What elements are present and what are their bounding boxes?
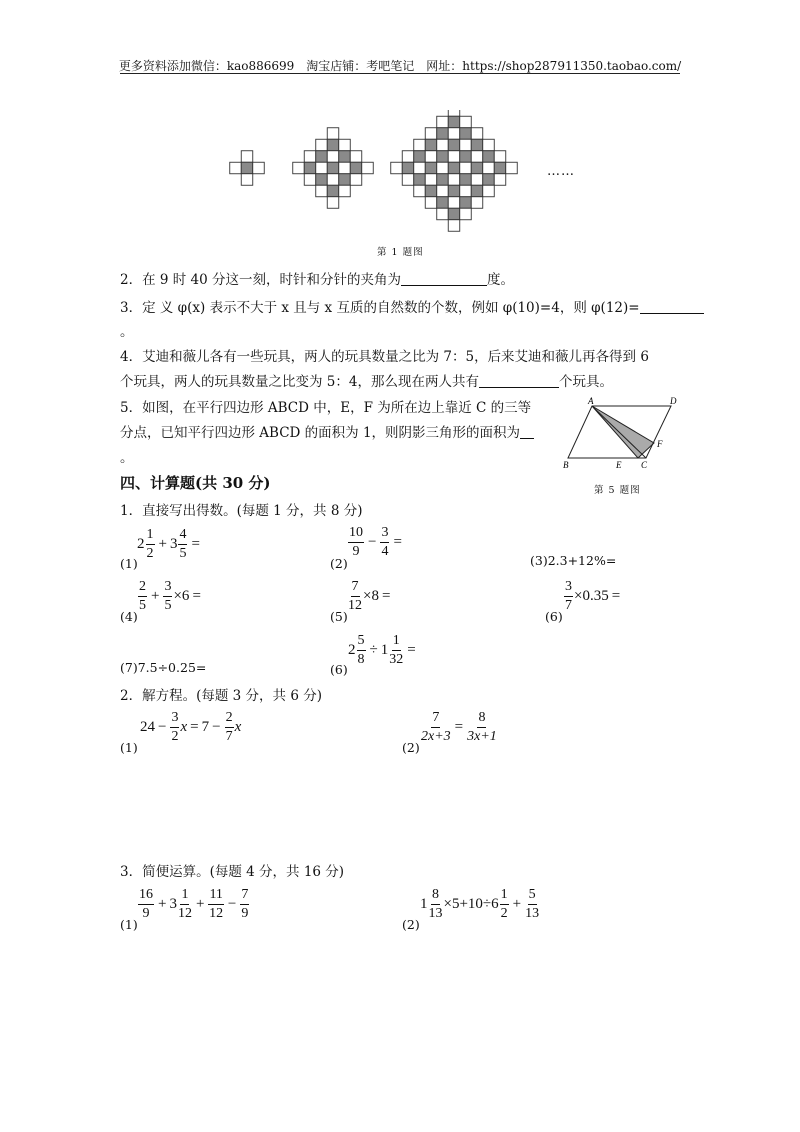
- pattern-cell: [402, 174, 414, 186]
- pattern-cell: [460, 139, 472, 151]
- question-4-line2: 个玩具，两人的玩具数量之比变为 5：4，那么现在两人共有 个玩具。: [120, 374, 613, 390]
- label-a: A: [588, 396, 594, 406]
- pattern-cell: [483, 151, 495, 163]
- figure-1-caption: 第 1 题图: [377, 247, 424, 258]
- pattern-cell: [339, 185, 351, 197]
- pattern-cell: [327, 185, 339, 197]
- pattern-cell: [425, 128, 437, 140]
- pattern-cell: [350, 151, 362, 163]
- pattern-small: [230, 151, 265, 186]
- pattern-cell: [494, 151, 506, 163]
- expr-1-3: (3)2.3+12%=: [530, 553, 617, 568]
- pattern-cell: [414, 174, 426, 186]
- pattern-cell: [293, 162, 305, 174]
- pattern-cell: [448, 220, 460, 232]
- pattern-cell: [460, 162, 472, 174]
- pattern-cell: [316, 139, 328, 151]
- answer-blank-2[interactable]: [401, 271, 487, 286]
- expr-1-1: 2 $\frac{1}{2}$ + 3 $\frac{4}{5}$ =: [137, 527, 200, 561]
- pattern-cell: [425, 185, 437, 197]
- label-1-5: (5): [330, 609, 348, 624]
- pattern-cell: [414, 139, 426, 151]
- label-1-8: (6): [330, 662, 348, 677]
- question-5-end: 。: [120, 450, 134, 466]
- pattern-cell: [241, 151, 253, 163]
- expr-1-2: $\frac{10}{9}$ − $\frac{3}{4}$ =: [349, 525, 402, 559]
- pattern-cell: [339, 139, 351, 151]
- pattern-cell: [460, 128, 472, 140]
- shaded-triangle: [592, 406, 654, 458]
- pattern-cell: [437, 116, 449, 128]
- pattern-cell: [471, 197, 483, 209]
- expr-1-4: $\frac{2}{5}$ + $\frac{3}{5}$ ×6 =: [139, 579, 201, 613]
- pattern-large: [391, 110, 518, 231]
- pattern-cell: [350, 162, 362, 174]
- label-2-2: (2): [402, 740, 420, 755]
- pattern-cell: [460, 151, 472, 163]
- pattern-cell: [471, 162, 483, 174]
- label-c: C: [641, 460, 648, 470]
- pattern-cell: [471, 151, 483, 163]
- section-4-title: 四、计算题(共 30 分): [120, 474, 271, 492]
- pattern-cell: [460, 116, 472, 128]
- expr-1-6: $\frac{3}{7}$ ×0.35 =: [565, 579, 621, 613]
- label-1-6: (6): [545, 609, 563, 624]
- pattern-cell: [327, 151, 339, 163]
- pattern-cell: [304, 162, 316, 174]
- equation-2-1: 24 − $\frac{3}{2}$ x = 7 − $\frac{2}{7}$ x: [140, 710, 242, 744]
- pattern-cell: [471, 185, 483, 197]
- pattern-cell: [339, 174, 351, 186]
- pattern-cell: [350, 174, 362, 186]
- pattern-cell: [448, 208, 460, 220]
- pattern-cell: [448, 151, 460, 163]
- pattern-cell: [339, 162, 351, 174]
- label-3-2: (2): [402, 917, 420, 932]
- pattern-cell: [460, 185, 472, 197]
- figure-5-caption: 第 5 题图: [594, 485, 641, 496]
- pattern-cell: [494, 174, 506, 186]
- answer-blank-4[interactable]: [479, 373, 559, 388]
- pattern-cell: [483, 139, 495, 151]
- pattern-cell: [230, 162, 242, 174]
- label-1-1: (1): [120, 556, 138, 571]
- label-2-1: (1): [120, 740, 138, 755]
- pattern-cell: [460, 197, 472, 209]
- pattern-cell: [339, 151, 351, 163]
- expr-1-5: $\frac{7}{12}$ ×8 =: [348, 579, 391, 613]
- pattern-cell: [316, 185, 328, 197]
- pattern-cell: [437, 174, 449, 186]
- pattern-cell: [414, 162, 426, 174]
- pattern-cell: [241, 162, 253, 174]
- pattern-cell: [414, 185, 426, 197]
- pattern-cell: [425, 139, 437, 151]
- equation-2-2: $\frac{7}{2x+3}$ = $\frac{8}{3x+1}$: [421, 710, 497, 744]
- pattern-cell: [327, 162, 339, 174]
- pattern-cell: [471, 139, 483, 151]
- pattern-cell: [437, 128, 449, 140]
- pattern-cell: [241, 174, 253, 186]
- pattern-cell: [425, 197, 437, 209]
- label-d: D: [670, 396, 677, 406]
- pattern-cell: [506, 162, 518, 174]
- pattern-cell: [437, 197, 449, 209]
- part-1-title: 1．直接写出得数。(每题 1 分，共 8 分): [120, 503, 363, 519]
- pattern-cell: [402, 162, 414, 174]
- label-3-1: (1): [120, 917, 138, 932]
- pattern-cell: [327, 197, 339, 209]
- question-2: 2．在 9 时 40 分这一刻，时针和分针的夹角为 度。: [120, 272, 515, 288]
- pattern-cell: [483, 162, 495, 174]
- pattern-cell: [437, 139, 449, 151]
- pattern-cell: [471, 128, 483, 140]
- part-2-title: 2．解方程。(每题 3 分，共 6 分): [120, 688, 322, 704]
- pattern-cell: [391, 162, 403, 174]
- page-header: 更多资料添加微信：kao886699 淘宝店铺：考吧笔记 网址：https://shop287911350.taobao.com/: [118, 59, 682, 73]
- part-3-title: 3．简便运算。(每题 4 分，共 16 分): [120, 864, 345, 880]
- pattern-cell: [448, 110, 460, 116]
- question-3-end: 。: [120, 324, 134, 340]
- label-f: F: [657, 439, 663, 449]
- answer-blank-3[interactable]: [640, 299, 704, 314]
- question-5-line1: 5．如图，在平行四边形 ABCD 中，E，F 为所在边上靠近 C 的三等: [120, 400, 532, 416]
- pattern-cell: [471, 174, 483, 186]
- pattern-cell: [448, 116, 460, 128]
- pattern-cell: [304, 151, 316, 163]
- pattern-cell: [327, 174, 339, 186]
- expr-3-1: $\frac{16}{9}$ + 3 $\frac{1}{12}$ + $\frac{11}{12}$ − $\frac{7}{9}$: [139, 887, 249, 921]
- label-1-4: (4): [120, 609, 138, 624]
- figure-1-patterns: [220, 110, 580, 265]
- pattern-cell: [448, 197, 460, 209]
- pattern-cell: [425, 162, 437, 174]
- pattern-cell: [460, 174, 472, 186]
- expr-1-7: (7)7.5÷0.25=: [120, 660, 207, 675]
- pattern-cell: [327, 139, 339, 151]
- question-3: 3．定 义 φ(x) 表示不大于 x 且与 x 互质的自然数的个数，例如 φ(10)=4，则 φ(12)=: [120, 296, 704, 316]
- pattern-cell: [253, 162, 265, 174]
- pattern-cell: [327, 128, 339, 140]
- pattern-cell: [437, 208, 449, 220]
- question-4-line1: 4．艾迪和薇儿各有一些玩具，两人的玩具数量之比为 7：5，后来艾迪和薇儿再各得到 6: [120, 349, 649, 365]
- pattern-cell: [448, 139, 460, 151]
- pattern-cell: [316, 151, 328, 163]
- pattern-cell: [316, 174, 328, 186]
- pattern-cell: [402, 151, 414, 163]
- pattern-cell: [437, 151, 449, 163]
- pattern-cell: [362, 162, 374, 174]
- pattern-cell: [425, 151, 437, 163]
- pattern-cell: [316, 162, 328, 174]
- pattern-cell: [425, 174, 437, 186]
- pattern-cell: [448, 128, 460, 140]
- pattern-cell: [483, 174, 495, 186]
- expr-3-2: 1 $\frac{8}{13}$ ×5+10÷ 6 $\frac{1}{2}$ + $\frac{5}{13}$: [420, 887, 540, 921]
- pattern-ellipsis: ……: [547, 164, 575, 179]
- figure-5-parallelogram: [560, 395, 680, 475]
- answer-blank-5[interactable]: [520, 424, 534, 439]
- pattern-cell: [414, 151, 426, 163]
- label-b: B: [563, 460, 569, 470]
- label-1-2: (2): [330, 556, 348, 571]
- pattern-cell: [448, 162, 460, 174]
- diagonal-ac: [592, 406, 646, 458]
- pattern-cell: [437, 185, 449, 197]
- header-rule: [120, 73, 680, 74]
- pattern-cell: [437, 162, 449, 174]
- pattern-cell: [448, 185, 460, 197]
- question-5-line2: 分点，已知平行四边形 ABCD 的面积为 1，则阴影三角形的面积为: [120, 421, 552, 441]
- expr-1-8: 2 $\frac{5}{8}$ ÷ 1 $\frac{1}{32}$ =: [348, 633, 416, 667]
- pattern-cell: [460, 208, 472, 220]
- pattern-cell: [304, 174, 316, 186]
- label-e: E: [616, 460, 622, 470]
- pattern-cell: [483, 185, 495, 197]
- pattern-cell: [448, 174, 460, 186]
- pattern-cell: [494, 162, 506, 174]
- pattern-medium: [293, 128, 374, 209]
